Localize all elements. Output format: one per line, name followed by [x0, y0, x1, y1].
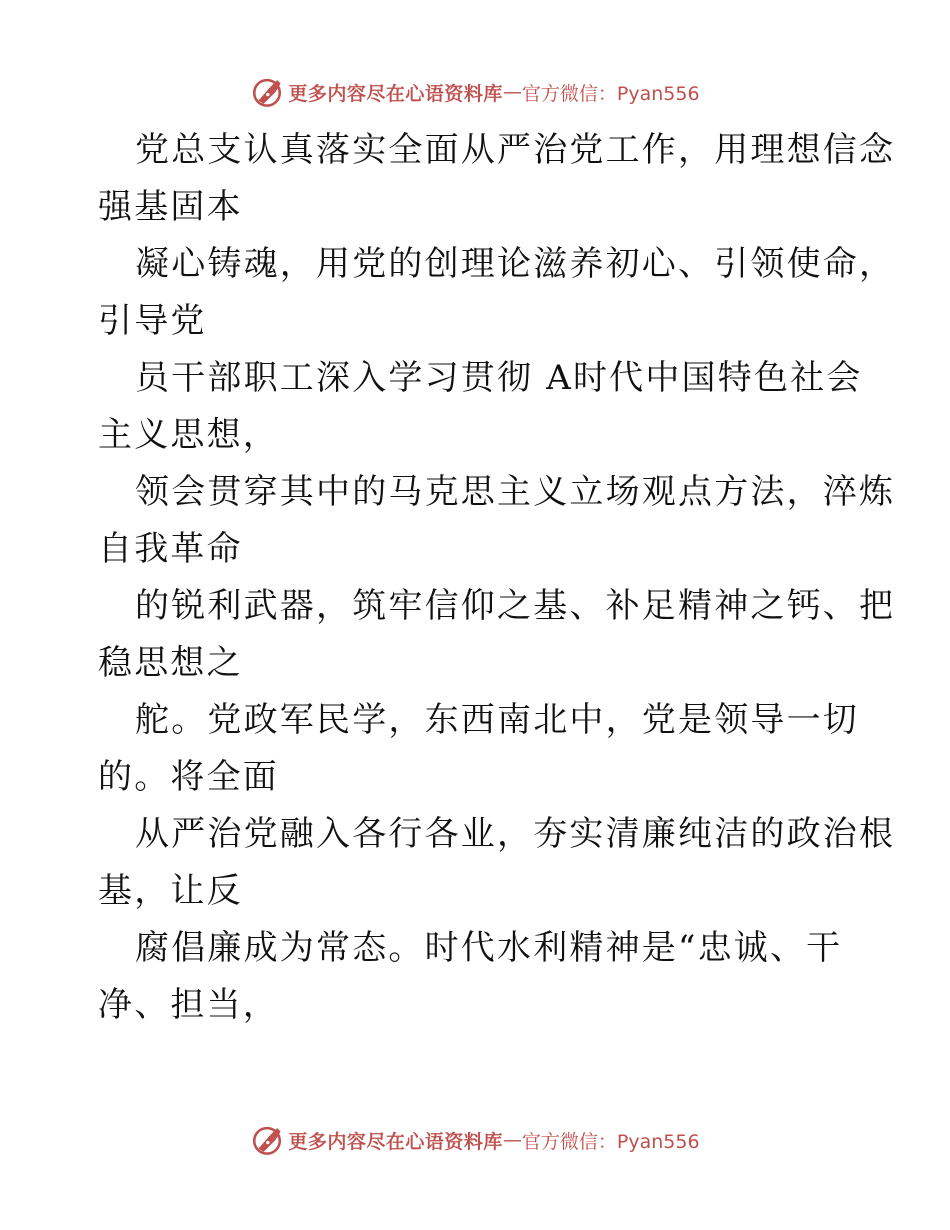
paragraph — [98, 350, 863, 464]
paragraph-line-continued: 的。将全面 — [98, 757, 279, 797]
paragraph-line: 从严治党融入各行各业，夯实清廉纯洁的政治根 — [135, 814, 896, 854]
banner-title: 更多内容尽在心语资料库 — [288, 1130, 503, 1153]
paragraph-line-continued: 稳思想之 — [98, 643, 243, 683]
paragraph-line-continued: 强基固本 — [98, 187, 243, 227]
banner-wechat-id: 官方微信：Pyan556 — [521, 82, 700, 105]
paragraph-line: 领会贯穿其中的马克思主义立场观点方法，淬炼 — [135, 472, 896, 512]
paragraph-line-continued: 引导党 — [98, 301, 207, 341]
paragraph — [98, 464, 896, 578]
paragraph-line: 党总支认真落实全面从严治党工作，用理想信念 — [135, 130, 896, 170]
paragraph-line-continued: 净、担当， — [98, 985, 279, 1025]
paragraph — [98, 806, 896, 920]
pen-nib-logo-icon — [250, 75, 284, 109]
paragraph-line-continued: 自我革命 — [98, 529, 243, 569]
paragraph-line: 员干部职工深入学习贯彻 A时代中国特色社会 — [135, 358, 863, 398]
paragraph — [98, 236, 896, 350]
paragraph — [98, 692, 858, 806]
paragraph-line: 凝心铸魂，用党的创理论滋养初心、引领使命， — [135, 244, 896, 284]
paragraph — [98, 122, 896, 236]
banner-separator: — — [502, 81, 522, 103]
paragraph-line: 的锐利武器，筑牢信仰之基、补足精神之钙、把 — [135, 586, 896, 626]
footer-banner — [0, 1120, 950, 1160]
paragraph-line: 腐倡廉成为常态。时代水利精神是“忠诚、干 — [135, 928, 843, 968]
paragraph — [98, 920, 858, 1034]
banner-title: 更多内容尽在心语资料库 — [288, 82, 503, 105]
header-banner — [0, 72, 950, 112]
paragraph-line-continued: 主义思想， — [98, 415, 279, 455]
paragraph-line-continued: 基，让反 — [98, 871, 243, 911]
banner-wechat-id: 官方微信：Pyan556 — [521, 1130, 700, 1153]
banner-separator: — — [502, 1129, 522, 1151]
paragraph — [98, 578, 896, 692]
paragraph-line: 舵。党政军民学，东西南北中，党是领导一切 — [135, 700, 859, 740]
document-body — [98, 122, 896, 1034]
pen-nib-logo-icon — [250, 1123, 284, 1157]
